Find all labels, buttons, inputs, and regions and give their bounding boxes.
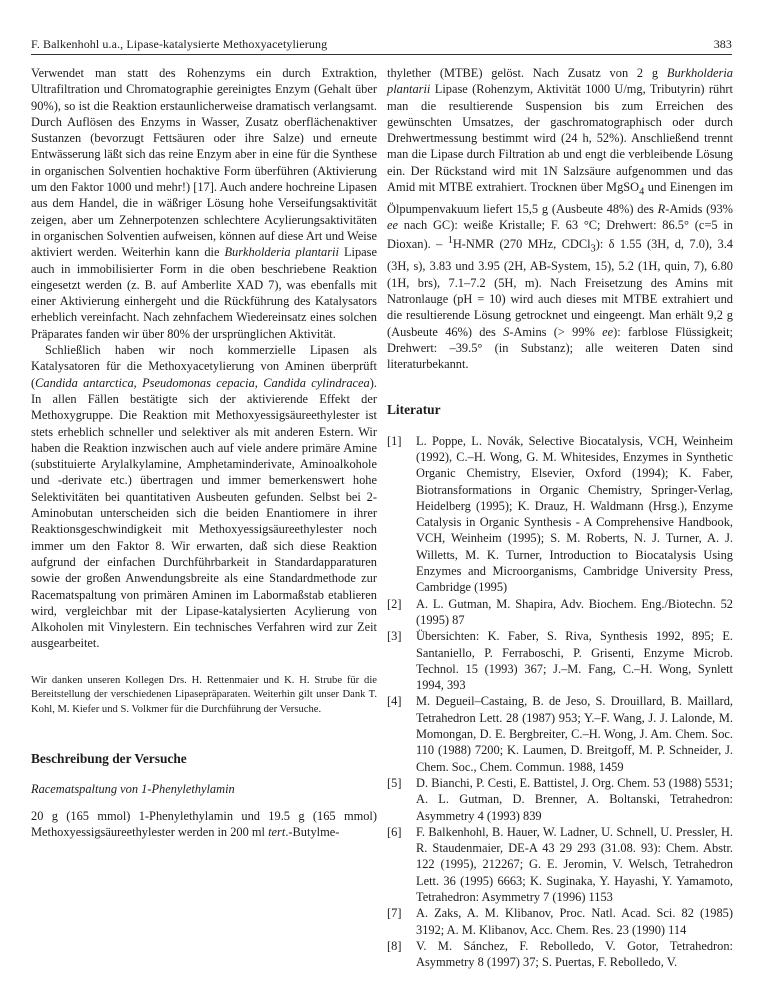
- reference-item: [4] M. Degueil–Castaing, B. de Jeso, S. Drouillard, B. Maillard, Tetrahedron Lett. 28 (1987) 953; Y.–F. Wang, J. J. Lalonde, M. Momongan, D. E. Bergbreiter, C.–H. Wong, J. Am. Chem. Soc. 110 (1988) 7200; K. Laumen, D. Breitgoff, M. P. Schneider, J. Chem. Soc., Chem. Commun. 1988, 1459: [387, 694, 733, 774]
- reference-item: [5] D. Bianchi, P. Cesti, E. Battistel, J. Org. Chem. 53 (1988) 5531; A. L. Gutman, D. Brenner, A. Boltanski, Tetrahedron: Asymmetry 4 (1993) 839: [387, 775, 733, 823]
- running-header: [31, 37, 732, 52]
- running-title: F. Balkenhohl u.a., Lipase-katalysierte Methoxyacetylierung: [31, 37, 328, 51]
- reference-item: [3] Übersichten: K. Faber, S. Riva, Synthesis 1992, 895; E. Santaniello, P. Ferraboschi, P. Grisenti, Enzyme Microb. Technol. 15 (1993) 367; J.–M. Fang, C.–H. Wong, Synlett 1994, 393: [387, 629, 733, 693]
- acknowledgement: Wir danken unseren Kollegen Drs. H. Rettenmaier und K. H. Strube für die Bereitstellung der verschiedenen Lipasepräparaten. Weiterhin gilt unser Dank T. Kohl, M. Kiefer und S. Volkmer für die Durchführung der Versuche.: [31, 674, 377, 715]
- reference-item: [6] F. Balkenhohl, B. Hauer, W. Ladner, U. Schnell, U. Pressler, H. R. Staudenmaier, DE-A 43 29 293 (31.08. 93): Chem. Abstr. 122 (1995), 212267; G. E. Jeromin, V. Welsch, Tetrahedron Lett. 36 (1995) 6663; K. Suginaka, Y. Hayashi, Y. Yamamoto, Tetrahedron: Asymmetry 7 (1996) 1153: [387, 824, 733, 905]
- left-column: [31, 65, 377, 840]
- reference-item: [2] A. L. Gutman, M. Shapira, Adv. Biochem. Eng./Biotechn. 52 (1995) 87: [387, 596, 733, 627]
- paragraph-purified-enzyme: Verwendet man statt des Rohenzyms ein durch Extraktion, Ultrafiltration und Chromatographie gereinigtes Enzym (Gehalt über 90%), so ist die Reaktion erstaunlicherweise dramatisch verlangsamt. Durch Auflösen des Enzyms in Wasser, Zusatz oberflächenaktiver Sustanzen (bevorzugt Fettsäuren oder ihre Salze) und erneute Entwässerung läßt sich das reine Enzym aber in eine für die Synthese in organischen Solventien hochaktive Form überführen (Aktivierung um den Faktor 1000 und mehr!) [17]. Auch andere hochreine Lipasen aus dem Handel, die in wäßriger Lösung hohe Verseifungsaktivität zeigen, aber um Zehnerpotenzen schlechtere Acylierungsaktivitäten in organischen Solventien aufweisen, können auf diese Art und Weise aktiviert werden. Weiterhin kann die Burkholderia plantarii Lipase auch in immobilisierter Form in die oben beschriebene Reaktion eingesetzt werden (z. B. auf Amberlite XAD 7), was ebenfalls mit einer Aktivierung einhergeht und die Rückführung des Katalysators erheblich vereinfacht. Nach zehnfachem Wiedereinsatz eines solchen Präparates fanden wir über 80% der ursprünglichen Aktivität.: [31, 66, 377, 341]
- subheading-racemate-resolution: Racematspaltung von 1-Phenylethylamin: [31, 782, 235, 797]
- reference-list: [387, 433, 733, 971]
- paragraph-procedure-start: 20 g (165 mmol) 1-Phenylethylamin und 19.5 g (165 mmol) Methoxyessigsäureethylester werden in 200 ml tert.-Butylme-: [31, 808, 377, 839]
- page-number: 383: [713, 37, 732, 51]
- reference-item: [7] A. Zaks, A. M. Klibanov, Proc. Natl. Acad. Sci. 82 (1985) 3192; A. M. Klibanov, Acc. Chem. Res. 23 (1990) 114: [387, 906, 733, 937]
- section-heading-experimental: Beschreibung der Versuche: [31, 750, 187, 766]
- reference-item: [1] L. Poppe, L. Novák, Selective Biocatalysis, VCH, Weinheim (1992), C.–H. Wong, G. M. Whitesides, Enzymes in Synthetic Organic Chemistry, Elsevier, Oxford (1994); K. Faber, Biotransformations in Organic Chemistry, Springer-Verlag, Heidelberg (1995); K. Drauz, H. Waldmann (Hrsg.), Enzyme Catalysis in Organic Synthesis - A Comprehensive Handbook, VCH, Weinheim (1995); S. M. Roberts, N. J. Turner, A. J. Willetts, M. K. Turner, Introduction to Biocatalysis Using Enzymes and Microorganisms, Cambridge University Press, Cambridge (1995): [387, 433, 733, 595]
- header-rule: [31, 54, 732, 55]
- reference-item: [8] V. M. Sánchez, F. Rebolledo, V. Gotor, Tetrahedron: Asymmetry 8 (1997) 37; S. Puertas, F. Rebolledo, V.: [387, 938, 733, 970]
- right-column: [387, 65, 733, 971]
- literature-heading: Literatur: [387, 402, 441, 418]
- paragraph-commercial-lipases: Schließlich haben wir noch kommerzielle Lipasen als Katalysatoren für die Methoxyacetylierung von Aminen überprüft (Candida antarctica, Pseudomonas cepacia, Candida cylindracea). In allen Fällen bestätigte sich der aktivierende Effekt der Methoxygruppe. Die Reaktion mit Methoxyessigsäureethylester ist stets erheblich schneller und selektiver als mit anderen Estern. Wir haben die Reaktion inzwischen auch auf viele andere primäre Amine (substituierte Arylalkylamine, Amphetaminderivate, Aminoalkohole und -derivate etc.) übertragen und immer bemerkenswert hohe Selektivitäten bei quantitativen Ausbeuten gefunden. Selbst bei 2-Aminobutan unterscheiden sich die beiden Enantiomere in ihrer Reaktionsgeschwindigkeit mit Methoxyessigsäureethylester noch immer um den Faktor 8. Wir erwarten, daß sich diese Reaktion aufgrund der einfachen Durchführbarkeit in Standardapparaturen sowie der großen Anwendungsbreite als eine Standardmethode zur Racematspaltung von primären Aminen im Labormaßstab etablieren wird, vergleichbar mit der Lipase-katalysierten Acylierung von Alkoholen mit Vinylestern. Ein technisches Verfahren wird zur Zeit ausgearbeitet.: [31, 343, 377, 651]
- paragraph-procedure-continued: thylether (MTBE) gelöst. Nach Zusatz von 2 g Burkholderia plantarii Lipase (Rohenzym, Aktivität 1000 U/mg, Tributyrin) rührt man die resultierende Suspension bis zum Erreichen des gewünschten Umsatzes, der gaschromatographisch oder durch Drehwertmessung bestimmt wird (24 h, 52%). Anschließend trennt man die Lipase durch Filtration ab und engt die verbleibende Lösung ein. Der Rückstand wird mit 1N Salzsäure aufgenommen und das Amid mit MTBE extrahiert. Trocknen über MgSO$_4$ und Einengen im Ölpumpenvakuum liefert 15,5 g (Ausbeute 48%) des R-Amids (93% ee nach GC): weiße Kristalle; F. 63 °C; Drehwert: 86.5° (c=5 in Dioxan). – $^1$H-NMR (270 MHz, CDCl$_3$): δ 1.55 (3H, d, 7.0), 3.4 (3H, s), 3.83 und 3.95 (2H, AB-System, 15), 5.2 (1H, quin, 7), 6.80 (1H, brs), 7.1–7.2 (5H, m). Nach Freisetzung des Amins mit Natronlauge (pH = 10) wird auch dieses mit MTBE extrahiert und die resultierende Lösung getrocknet und eingeengt. Man erhält 9,2 g (Ausbeute 46%) des S-Amins (> 99% ee): farblose Flüssigkeit; Drehwert: –39.5° (in Substanz); alle weiteren Daten sind literaturbekannt.: [387, 66, 734, 372]
